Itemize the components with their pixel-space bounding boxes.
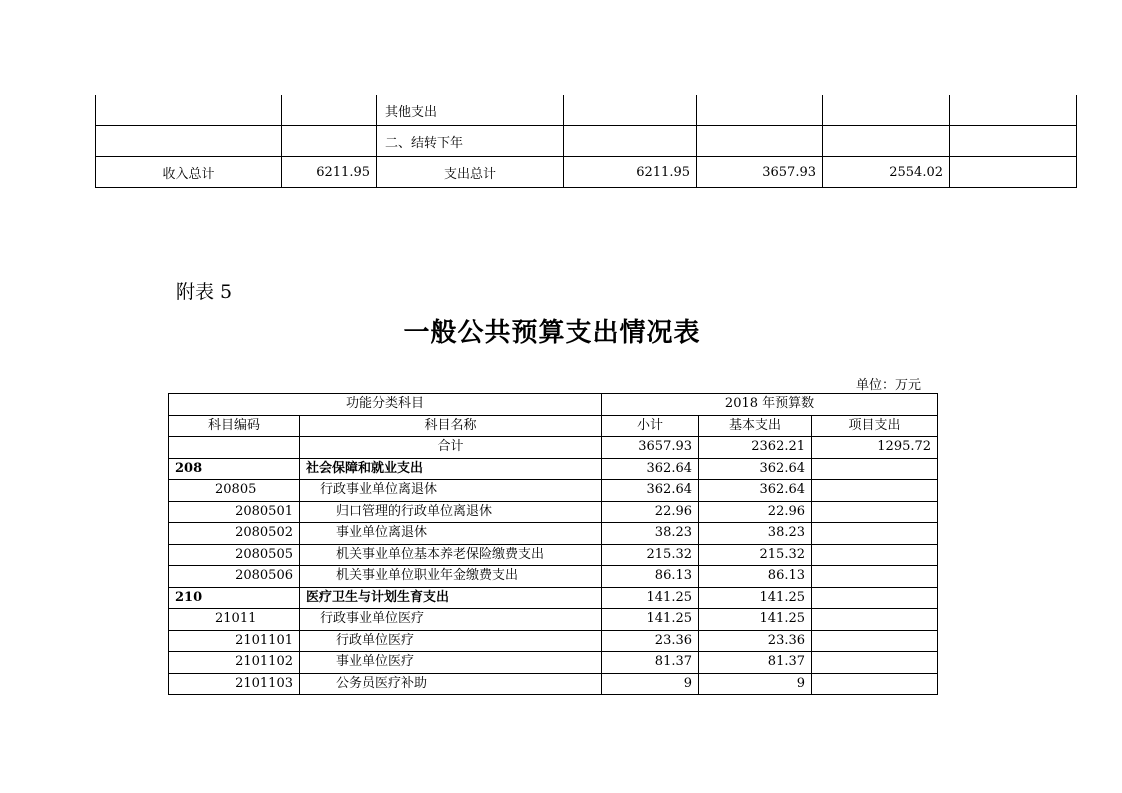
row-project [812, 523, 938, 545]
row-subtotal: 38.23 [602, 523, 699, 545]
row-code: 2101101 [169, 630, 300, 652]
expense-item-label: 其他支出 [377, 95, 564, 126]
row-project [812, 544, 938, 566]
table-row [96, 95, 1077, 126]
row-code: 2080501 [169, 501, 300, 523]
table-row [169, 673, 938, 695]
header-budget-year: 2018 年预算数 [602, 394, 938, 416]
row-basic: 38.23 [699, 523, 812, 545]
row-subtotal: 22.96 [602, 501, 699, 523]
row-project [812, 609, 938, 631]
appendix-label: 附表 5 [176, 281, 233, 303]
row-code: 2101103 [169, 673, 300, 695]
header-row [169, 394, 938, 416]
row-basic: 362.64 [699, 480, 812, 502]
row-project [812, 566, 938, 588]
row-name: 公务员医疗补助 [300, 673, 602, 695]
income-expense-summary-table [95, 95, 1077, 188]
header-project: 项目支出 [812, 415, 938, 437]
expense-item-label: 二、结转下年 [377, 126, 564, 157]
row-name: 事业单位医疗 [300, 652, 602, 674]
expense-total-value: 6211.95 [564, 157, 697, 188]
row-name: 归口管理的行政单位离退休 [300, 501, 602, 523]
row-basic: 81.37 [699, 652, 812, 674]
page-title: 一般公共预算支出情况表 [403, 318, 701, 348]
budget-expenditure-table [168, 393, 938, 695]
row-code: 20805 [169, 480, 300, 502]
row-name: 行政单位医疗 [300, 630, 602, 652]
row-project [812, 501, 938, 523]
row-code: 21011 [169, 609, 300, 631]
row-subtotal: 141.25 [602, 587, 699, 609]
totals-row [96, 157, 1077, 188]
row-code: 2080505 [169, 544, 300, 566]
row-name: 机关事业单位基本养老保险缴费支出 [300, 544, 602, 566]
row-subtotal: 23.36 [602, 630, 699, 652]
row-project [812, 458, 938, 480]
table-row [96, 126, 1077, 157]
total-basic: 2362.21 [699, 437, 812, 459]
table-row [169, 609, 938, 631]
header-basic: 基本支出 [699, 415, 812, 437]
table-row [169, 501, 938, 523]
row-name: 行政事业单位医疗 [300, 609, 602, 631]
row-basic: 86.13 [699, 566, 812, 588]
header-code: 科目编码 [169, 415, 300, 437]
row-project [812, 480, 938, 502]
header-functional-category: 功能分类科目 [169, 394, 602, 416]
table-row [169, 458, 938, 480]
row-code: 210 [169, 587, 300, 609]
row-name: 行政事业单位离退休 [300, 480, 602, 502]
row-subtotal: 362.64 [602, 480, 699, 502]
row-project [812, 652, 938, 674]
table-row [169, 630, 938, 652]
table-row [169, 587, 938, 609]
header-row [169, 415, 938, 437]
row-project [812, 587, 938, 609]
row-basic: 362.64 [699, 458, 812, 480]
table-row [169, 544, 938, 566]
expense-total-basic: 3657.93 [697, 157, 823, 188]
row-subtotal: 86.13 [602, 566, 699, 588]
expense-total-project: 2554.02 [823, 157, 950, 188]
row-subtotal: 9 [602, 673, 699, 695]
row-subtotal: 81.37 [602, 652, 699, 674]
row-project [812, 630, 938, 652]
row-name: 社会保障和就业支出 [300, 458, 602, 480]
row-code: 2101102 [169, 652, 300, 674]
row-code: 208 [169, 458, 300, 480]
table-row [169, 566, 938, 588]
row-subtotal: 362.64 [602, 458, 699, 480]
table-row [169, 523, 938, 545]
row-project [812, 673, 938, 695]
row-basic: 141.25 [699, 609, 812, 631]
header-name: 科目名称 [300, 415, 602, 437]
row-subtotal: 141.25 [602, 609, 699, 631]
total-label: 合计 [300, 437, 602, 459]
total-subtotal: 3657.93 [602, 437, 699, 459]
unit-label: 单位：万元 [856, 378, 922, 393]
total-project: 1295.72 [812, 437, 938, 459]
table-row [169, 480, 938, 502]
income-total-value: 6211.95 [282, 157, 377, 188]
row-subtotal: 215.32 [602, 544, 699, 566]
row-basic: 23.36 [699, 630, 812, 652]
row-basic: 215.32 [699, 544, 812, 566]
row-basic: 141.25 [699, 587, 812, 609]
table-row [169, 652, 938, 674]
row-code: 2080506 [169, 566, 300, 588]
row-basic: 22.96 [699, 501, 812, 523]
row-name: 医疗卫生与计划生育支出 [300, 587, 602, 609]
row-name: 机关事业单位职业年金缴费支出 [300, 566, 602, 588]
row-basic: 9 [699, 673, 812, 695]
total-row [169, 437, 938, 459]
expense-total-label: 支出总计 [377, 157, 564, 188]
row-code: 2080502 [169, 523, 300, 545]
header-subtotal: 小计 [602, 415, 699, 437]
row-name: 事业单位离退休 [300, 523, 602, 545]
income-total-label: 收入总计 [96, 157, 282, 188]
